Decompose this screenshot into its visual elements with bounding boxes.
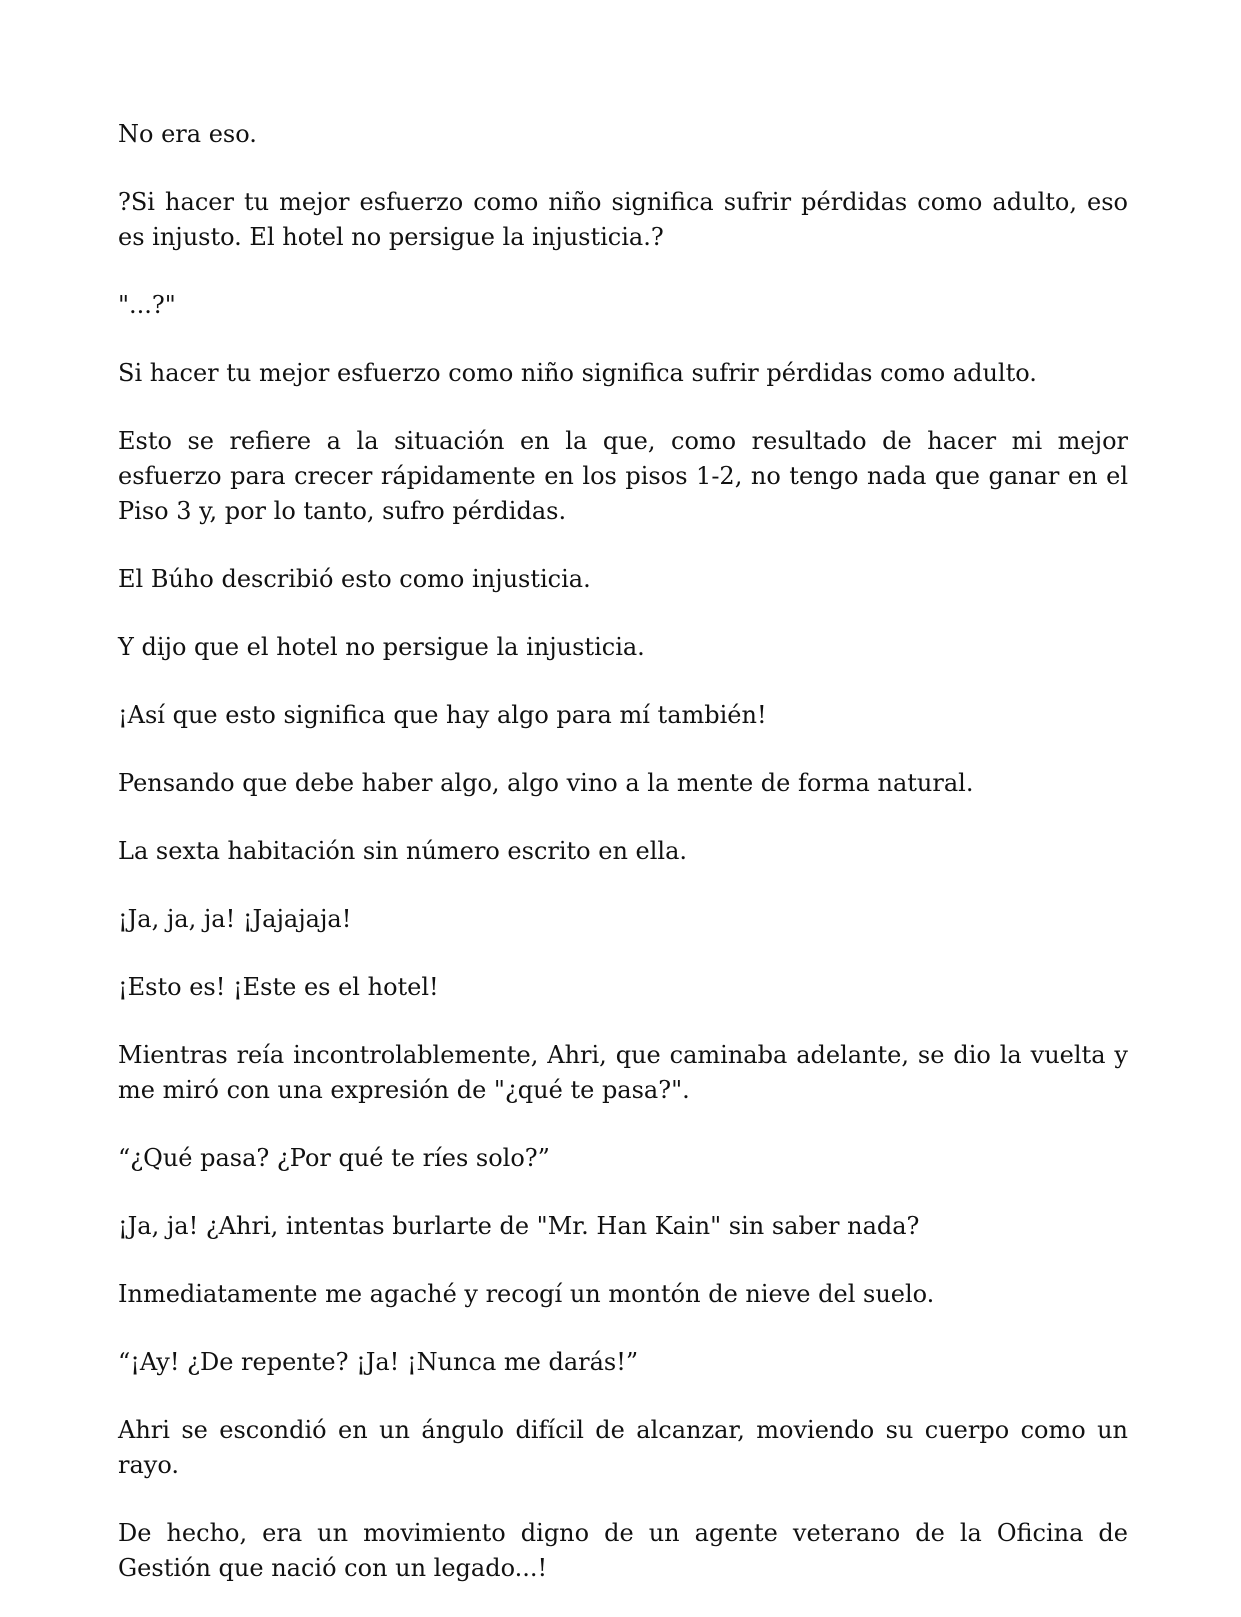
paragraph: Ahri se escondió en un ángulo difícil de alcanzar, moviendo su cuerpo como un rayo. <box>118 1416 1128 1479</box>
paragraph: El Búho describió esto como injusticia. <box>118 565 591 593</box>
document-page <box>118 117 1128 1586</box>
paragraph: ¡Así que esto significa que hay algo para mí también! <box>118 701 767 729</box>
paragraph: La sexta habitación sin número escrito en ella. <box>118 837 688 865</box>
paragraph: Esto se refiere a la situación en la que, como resultado de hacer mi mejor esfuerzo para crecer rápidamente en los pisos 1-2, no tengo nada que ganar en el Piso 3 y, por lo tanto, sufro pérdidas. <box>118 427 1128 525</box>
paragraph: ¡Esto es! ¡Este es el hotel! <box>118 973 439 1001</box>
paragraph: “¡Ay! ¿De repente? ¡Ja! ¡Nunca me darás!” <box>118 1348 639 1376</box>
paragraph: ?Si hacer tu mejor esfuerzo como niño significa sufrir pérdidas como adulto, eso es injusto. El hotel no persigue la injusticia.? <box>118 188 1128 251</box>
paragraph: Y dijo que el hotel no persigue la injusticia. <box>118 633 645 661</box>
paragraph: Si hacer tu mejor esfuerzo como niño significa sufrir pérdidas como adulto. <box>118 359 1037 387</box>
paragraph: Mientras reía incontrolablemente, Ahri, que caminaba adelante, se dio la vuelta y me miró con una expresión de "¿qué te pasa?". <box>118 1041 1128 1104</box>
paragraph: No era eso. <box>118 120 257 148</box>
paragraph: De hecho, era un movimiento digno de un agente veterano de la Oficina de Gestión que nació con un legado...! <box>118 1519 1128 1582</box>
paragraph: "...?" <box>118 291 176 319</box>
paragraph: “¿Qué pasa? ¿Por qué te ríes solo?” <box>118 1144 550 1172</box>
paragraph: Pensando que debe haber algo, algo vino a la mente de forma natural. <box>118 769 974 797</box>
paragraph: ¡Ja, ja! ¿Ahri, intentas burlarte de "Mr. Han Kain" sin saber nada? <box>118 1212 920 1240</box>
paragraph: ¡Ja, ja, ja! ¡Jajajaja! <box>118 905 352 933</box>
paragraph: Inmediatamente me agaché y recogí un montón de nieve del suelo. <box>118 1280 935 1308</box>
